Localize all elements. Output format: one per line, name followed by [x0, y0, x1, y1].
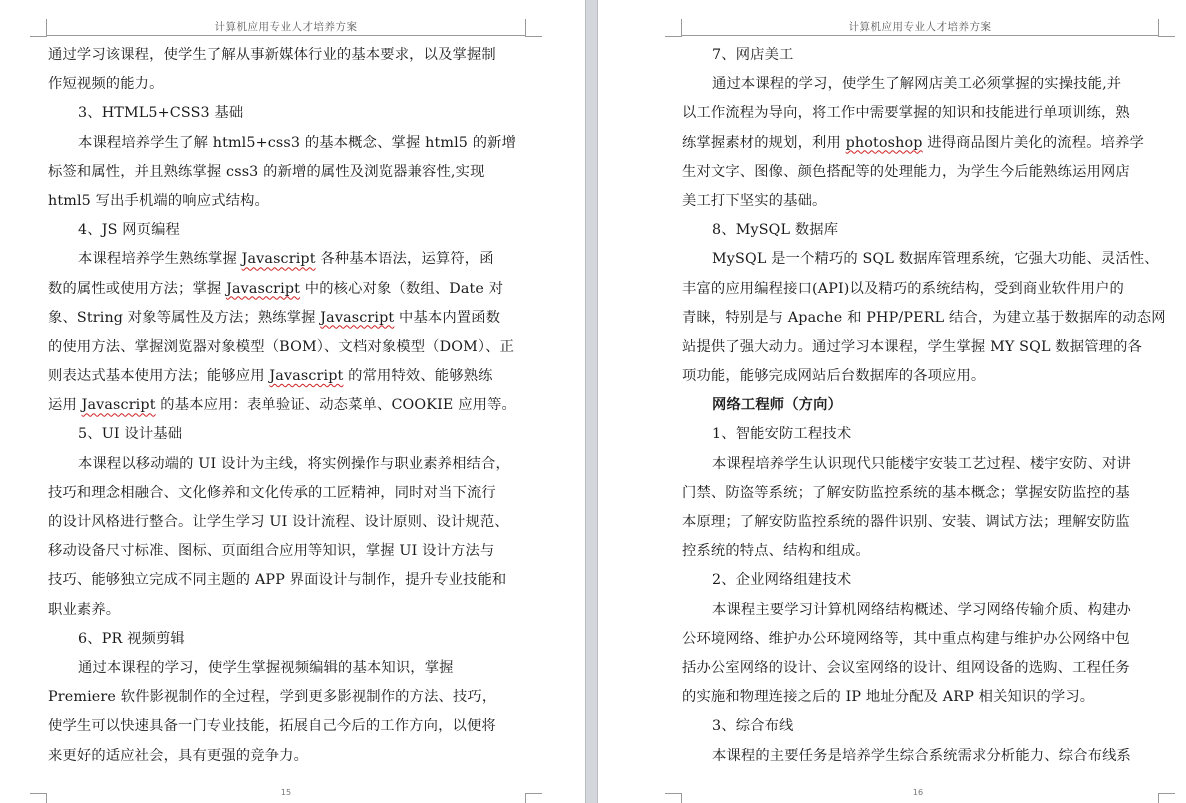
text-line: 丰富的应用编程接口(API)以及精巧的系统结构，受到商业软件用户的: [682, 280, 1125, 297]
text-line: 的使用方法、掌握浏览器对象模型（BOM）、文档对象模型（DOM）、正: [48, 338, 515, 355]
text-line: 移动设备尺寸标准、图标、页面组合应用等知识，掌握 UI 设计方法与: [48, 543, 495, 560]
crop-mark: [525, 793, 526, 803]
text-line: 本课程主要学习计算机网络结构概述、学习网络传输介质、构建办: [712, 601, 1131, 618]
text-line: 3、HTML5+CSS3 基础: [78, 105, 244, 122]
crop-mark: [525, 19, 526, 36]
text-line: 7、网店美工: [712, 47, 794, 63]
text-line: 象、String 对象等属性及方法；熟练掌握 Javascript 中基本内置函数: [48, 309, 501, 326]
text-line: 站提供了强大动力。通过学习本课程，学生掌握 MY SQL 数据管理的各: [682, 338, 1142, 355]
text-line: 生对文字、图像、颜色搭配等的处理能力，为学生今后能熟练运用网店: [682, 163, 1130, 180]
spellcheck-word: Javascript: [269, 368, 344, 385]
text-line: 运用 Javascript 的基本应用：表单验证、动态菜单、COOKIE 应用等。: [48, 397, 516, 414]
text-line: 项功能，能够完成网站后台数据库的各项应用。: [682, 368, 986, 385]
text-line: MySQL 是一个精巧的 SQL 数据库管理系统，它强大功能、灵活性、: [712, 251, 1159, 268]
header-rule: [47, 35, 525, 36]
document-page-left: [0, 0, 585, 803]
text-line: 通过本课程的学习，使学生了解网店美工必须掌握的实操技能,并: [712, 76, 1122, 93]
crop-mark: [30, 36, 47, 37]
spellcheck-word: Javascript: [226, 280, 301, 297]
page-body: [682, 41, 1166, 771]
text-line: 使学生可以快速具备一门专业技能，拓展自己今后的工作方向，以便将: [48, 718, 496, 735]
text-line: 2、企业网络组建技术: [712, 572, 852, 589]
page-gutter: [585, 0, 598, 803]
crop-mark: [525, 36, 542, 37]
text-line: 门禁、防盗等系统；了解安防监控系统的基本概念；掌握安防监控的基: [682, 484, 1130, 501]
text-line: 技巧和理念相融合、文化修养和文化传承的工匠精神，同时对当下流行: [48, 484, 496, 501]
text-line: 通过本课程的学习，使学生掌握视频编辑的基本知识，掌握: [78, 659, 454, 676]
crop-mark: [1158, 36, 1175, 37]
crop-mark: [46, 793, 47, 803]
text-line: 本课程培养学生认识现代只能楼宇安装工艺过程、楼宇安防、对讲: [712, 455, 1131, 472]
text-line: 本原理；了解安防监控系统的器件识别、安装、调试方法；理解安防监: [682, 514, 1130, 530]
text-line: 的设计风格进行整合。让学生学习 UI 设计流程、设计原则、设计规范、: [48, 514, 509, 530]
text-line: 数的属性或使用方法；掌握 Javascript 中的核心对象（数组、Date 对: [48, 280, 504, 297]
crop-mark: [665, 36, 682, 37]
page-number: 16: [912, 788, 924, 797]
crop-mark: [525, 793, 542, 794]
spellcheck-word: Javascript: [320, 309, 395, 326]
page-number: 15: [280, 788, 292, 797]
text-line: 本课程以移动端的 UI 设计为主线，将实例操作与职业素养相结合，: [78, 455, 510, 472]
text-line: 技巧、能够独立完成不同主题的 APP 界面设计与制作，提升专业技能和: [48, 572, 507, 589]
text-line: Premiere 软件影视制作的全过程，学到更多影视制作的方法、技巧，: [48, 689, 497, 706]
text-line: 8、MySQL 数据库: [712, 222, 839, 239]
text-line: 标签和属性，并且熟练掌握 css3 的新增的属性及浏览器兼容性,实现: [48, 163, 485, 180]
text-line: 练掌握素材的规划，利用 photoshop 进得商品图片美化的流程。培养学: [682, 134, 1144, 151]
section-heading: 网络工程师（方向）: [712, 397, 843, 414]
text-line: 的实施和物理连接之后的 IP 地址分配及 ARP 相关知识的学习。: [682, 689, 1095, 706]
spellcheck-word: Javascript: [81, 397, 156, 414]
page-body: [48, 41, 526, 771]
text-line: 3、综合布线: [712, 718, 794, 735]
text-line: 括办公室网络的设计、会议室网络的设计、组网设备的选购、工程任务: [682, 659, 1130, 676]
spellcheck-word: photoshop: [845, 134, 923, 151]
text-line: 本课程培养学生熟练掌握 Javascript 各种基本语法，运算符，函: [78, 251, 494, 268]
crop-mark: [30, 793, 47, 794]
crop-mark: [1158, 793, 1159, 803]
page-header: 计算机应用专业人才培养方案: [848, 21, 992, 33]
page-header: 计算机应用专业人才培养方案: [214, 21, 358, 33]
text-line: 公环境网络、维护办公环境网络等，其中重点构建与维护办公网络中包: [682, 630, 1130, 647]
text-line: html5 写出手机端的响应式结构。: [48, 192, 269, 209]
crop-mark: [1158, 19, 1159, 36]
text-line: 青睐，特别是与 Apache 和 PHP/PERL 结合，为建立基于数据库的动态网: [682, 309, 1166, 326]
text-line: 通过学习该课程，使学生了解从事新媒体行业的基本要求，以及掌握制: [48, 47, 496, 63]
document-page-right: [598, 0, 1186, 803]
crop-mark: [1158, 793, 1175, 794]
text-line: 以工作流程为导向，将工作中需要掌握的知识和技能进行单项训练，熟: [682, 105, 1130, 122]
text-line: 则表达式基本使用方法；能够应用 Javascript 的常用特效、能够熟练: [48, 368, 493, 385]
text-line: 本课程培养学生了解 html5+css3 的基本概念、掌握 html5 的新增: [78, 134, 517, 151]
text-line: 5、UI 设计基础: [78, 426, 183, 443]
text-line: 美工打下坚实的基础。: [682, 192, 827, 209]
text-line: 1、智能安防工程技术: [712, 426, 852, 443]
text-line: 来更好的适应社会，具有更强的竞争力。: [48, 747, 309, 764]
text-line: 本课程的主要任务是培养学生综合系统需求分析能力、综合布线系: [712, 747, 1131, 764]
crop-mark: [665, 793, 682, 794]
text-line: 职业素养。: [48, 601, 121, 618]
text-line: 控系统的特点、结构和组成。: [682, 543, 870, 560]
text-line: 6、PR 视频剪辑: [78, 630, 185, 647]
spellcheck-word: Javascript: [241, 251, 316, 268]
text-line: 作短视频的能力。: [48, 76, 164, 93]
crop-mark: [681, 793, 682, 803]
text-line: 4、JS 网页编程: [78, 222, 180, 239]
header-rule: [682, 35, 1158, 36]
